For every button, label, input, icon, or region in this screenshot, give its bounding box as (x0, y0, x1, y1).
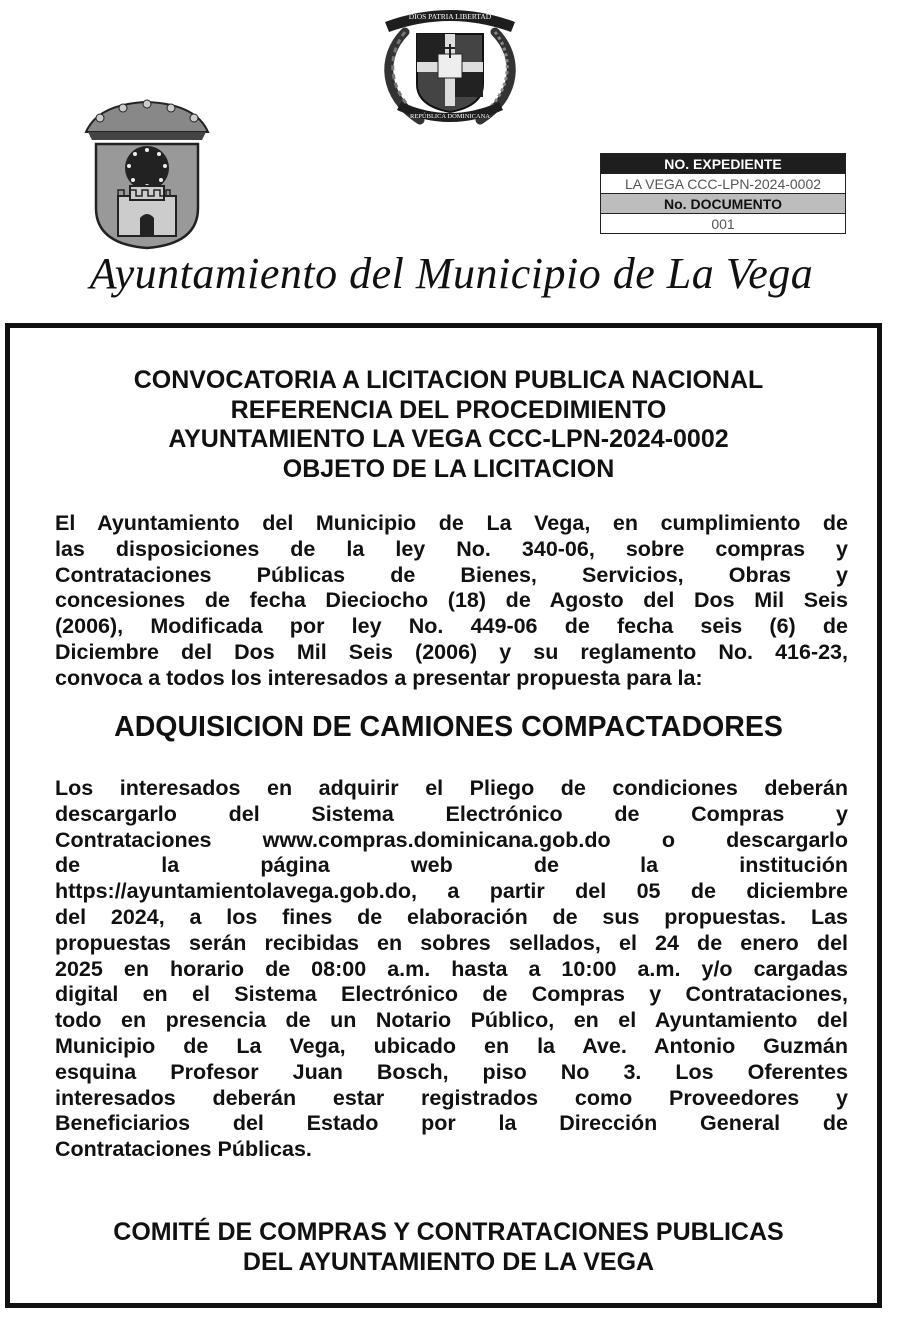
municipality-title: Ayuntamiento del Municipio de La Vega (89, 249, 814, 298)
la-vega-seal-icon (78, 98, 216, 250)
expediente-label: NO. EXPEDIENTE (601, 154, 846, 174)
heading-objeto: OBJETO DE LA LICITACION (282, 454, 615, 483)
notice-frame (5, 323, 882, 1308)
svg-text:REPÚBLICA DOMINICANA: REPÚBLICA DOMINICANA (410, 113, 490, 120)
heading-codigo: AYUNTAMIENTO LA VEGA CCC-LPN-2024-0002 (168, 425, 729, 453)
expediente-table (600, 153, 846, 234)
heading-convocatoria: CONVOCATORIA A LICITACION PUBLICA NACIONAL (133, 366, 764, 394)
dominican-coat-of-arms-icon (375, 2, 525, 132)
coat-of-arms (375, 2, 525, 132)
committee-line-1: COMITÉ DE COMPRAS Y CONTRATACIONES PUBLICAS (113, 1218, 784, 1246)
municipal-seal (78, 98, 216, 250)
expediente-value: LA VEGA CCC-LPN-2024-0002 (601, 174, 846, 194)
intro-paragraph: El Ayuntamiento del Municipio de La Vega, en cumplimiento de las disposiciones de la ley No. 340-06, sobre compras y Contrataciones Públicas de Bienes, Servicios, Obras y concesiones de fecha Dieciocho (18) de Agosto del Dos Mil Seis (2006), Modificada por ley No. 449-06 de fecha seis (6) de Diciembre del Dos Mil Seis (2006) y su reglamento No. 416-23, convoca a todos los interesados a presentar propuesta para la: (55, 511, 848, 690)
documento-label: No. DOCUMENTO (601, 194, 846, 214)
svg-text:DIOS PATRIA LIBERTAD: DIOS PATRIA LIBERTAD (408, 12, 492, 21)
details-paragraph: Los interesados en adquirir el Pliego de condiciones deberán descargarlo del Sistema Electrónico de Compras y Contrataciones www.compras.dominicana.gob.do o descargarlo de la página web de la institución https://ayuntamientolavega.gob.do, a partir del 05 de diciembre del 2024, a los fines de elaboración de sus propuestas. Las propuestas serán recibidas en sobres sellados, el 24 de enero del 2025 en horario de 08:00 a.m. hasta a 10:00 a.m. y/o cargadas digital en el Sistema Electrónico de Compras y Contrataciones, todo en presencia de un Notario Público, en el Ayuntamiento del Municipio de La Vega, ubicado en la Ave. Antonio Guzmán esquina Profesor Juan Bosch, piso No 3. Los Oferentes interesados deberán estar registrados como Proveedores y Beneficiarios del Estado por la Dirección General de Contrataciones Públicas. (55, 776, 848, 1162)
documento-value: 001 (601, 214, 846, 234)
object-title: ADQUISICION DE CAMIONES COMPACTADORES (114, 711, 783, 743)
committee-line-2: DEL AYUNTAMIENTO DE LA VEGA (242, 1247, 655, 1276)
heading-referencia: REFERENCIA DEL PROCEDIMIENTO (230, 395, 667, 424)
